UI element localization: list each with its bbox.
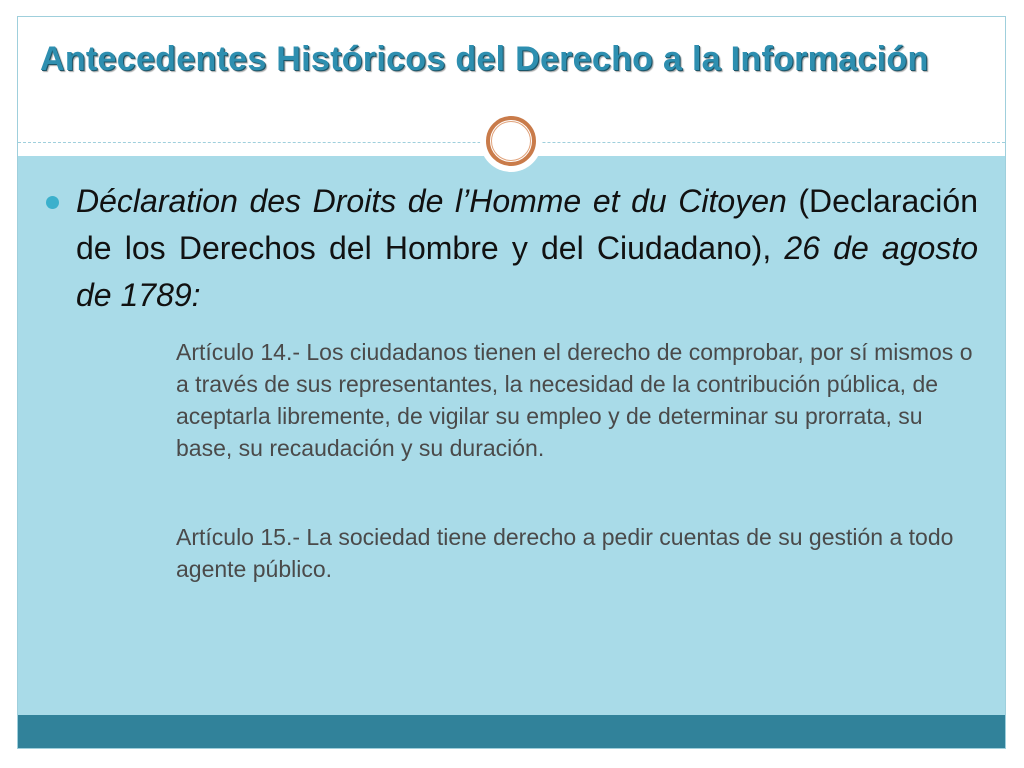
footer-bar	[18, 715, 1005, 748]
bullet-text	[76, 178, 978, 319]
article-14-text: Artículo 14.- Los ciudadanos tienen el derecho de comprobar, por sí mismos o a través de sus representantes, la necesidad de la contribución pública, de aceptarla libremente, de vigilar su empleo y de determinar su prorrata, su base, su recaudación y su duración.	[176, 339, 973, 461]
declaration-title: Déclaration des Droits de l’Homme et du Citoyen	[76, 183, 787, 219]
ornament-inner-ring	[491, 121, 531, 161]
article-15-text: Artículo 15.- La sociedad tiene derecho a pedir cuentas de su gestión a todo agente público.	[176, 524, 954, 582]
declaration-date: 26 de agosto de 1789:	[76, 230, 978, 313]
circle-ornament-icon	[480, 110, 542, 172]
bullet-dot-icon	[46, 196, 59, 209]
slide-title: Antecedentes Históricos del Derecho a la Información	[40, 40, 929, 78]
declaration-translation: (Declaración de los Derechos del Hombre y del Ciudadano),	[76, 183, 978, 266]
